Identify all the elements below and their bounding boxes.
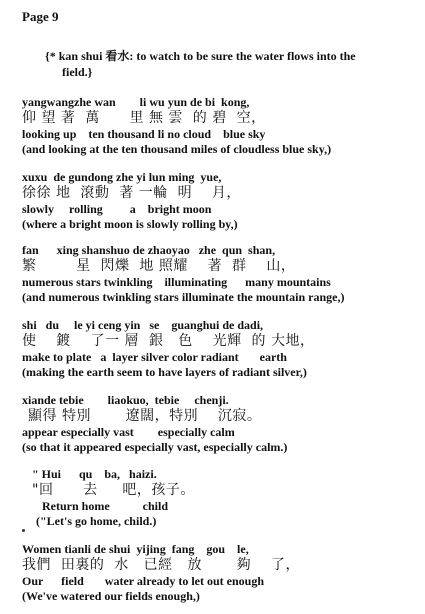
pinyin-line: shi du le yi ceng yin se guanghui de dadi,	[22, 318, 264, 332]
pinyin-line: Women tianli de shui yijing fang gou le,	[22, 542, 249, 556]
translation-line: (where a bright moon is slowly rolling by,)	[22, 217, 238, 231]
hanzi-line: 我們 田裏的 水 已經 放 夠 了，	[22, 557, 300, 573]
pinyin-line: xuxu de gundong zhe yi lun ming yue,	[22, 170, 222, 184]
translation-line: (We've watered our fields enough,)	[22, 589, 200, 603]
translation-line: (and looking at the ten thousand miles of cloudless blue sky,)	[22, 142, 332, 156]
hanzi-line: 繁 星 閃爍 地 照耀 著 群 山，	[22, 258, 296, 274]
translation-line: (making the earth seem to have layers of radiant silver,)	[22, 365, 307, 379]
hanzi-line: 使 鍍 了一 層 銀 色 光輝 的 大地，	[22, 333, 315, 349]
page-label: Page 9	[22, 9, 59, 24]
gloss-line: slowly rolling a bright moon	[22, 202, 212, 216]
gloss-line: numerous stars twinkling illuminating many mountains	[22, 275, 331, 289]
gloss-line: Our field water already to let out enough	[22, 574, 264, 588]
gloss-line: Return home child	[42, 499, 168, 513]
gloss-line: appear especially vast especially calm	[22, 425, 235, 439]
hanzi-line: 顯得 特別 遼闊，特別 沉寂。	[28, 408, 262, 424]
hanzi-line: 仰 望 著 萬 里 無 雲 的 碧 空，	[22, 110, 266, 126]
translation-line: (and numerous twinkling stars illuminate the mountain range,)	[22, 290, 345, 304]
note-line-2: field.}	[62, 65, 93, 79]
pinyin-line: yangwangzhe wan li wu yun de bi kong,	[22, 95, 250, 109]
gloss-line: make to plate a layer silver color radiant earth	[22, 350, 287, 364]
hanzi-line: "回 去 吧，孩子。	[32, 482, 195, 498]
note-line-1: {* kan shui 看水: to watch to be sure the water flows into the	[45, 49, 356, 63]
translation-line: ("Let's go home, child.)	[36, 514, 157, 528]
stray-dot	[22, 529, 25, 532]
pinyin-line: fan xing shanshuo de zhaoyao zhe qun shan,	[22, 243, 276, 257]
pinyin-line: xiande tebie liaokuo, tebie chenji.	[22, 393, 229, 407]
translation-line: (so that it appeared especially vast, especially calm.)	[22, 440, 288, 454]
gloss-line: looking up ten thousand li no cloud blue sky	[22, 127, 266, 141]
pinyin-line: " Hui qu ba, haizi.	[32, 467, 157, 481]
hanzi-line: 徐徐 地 滾動 著 一輪 明 月，	[22, 185, 241, 201]
